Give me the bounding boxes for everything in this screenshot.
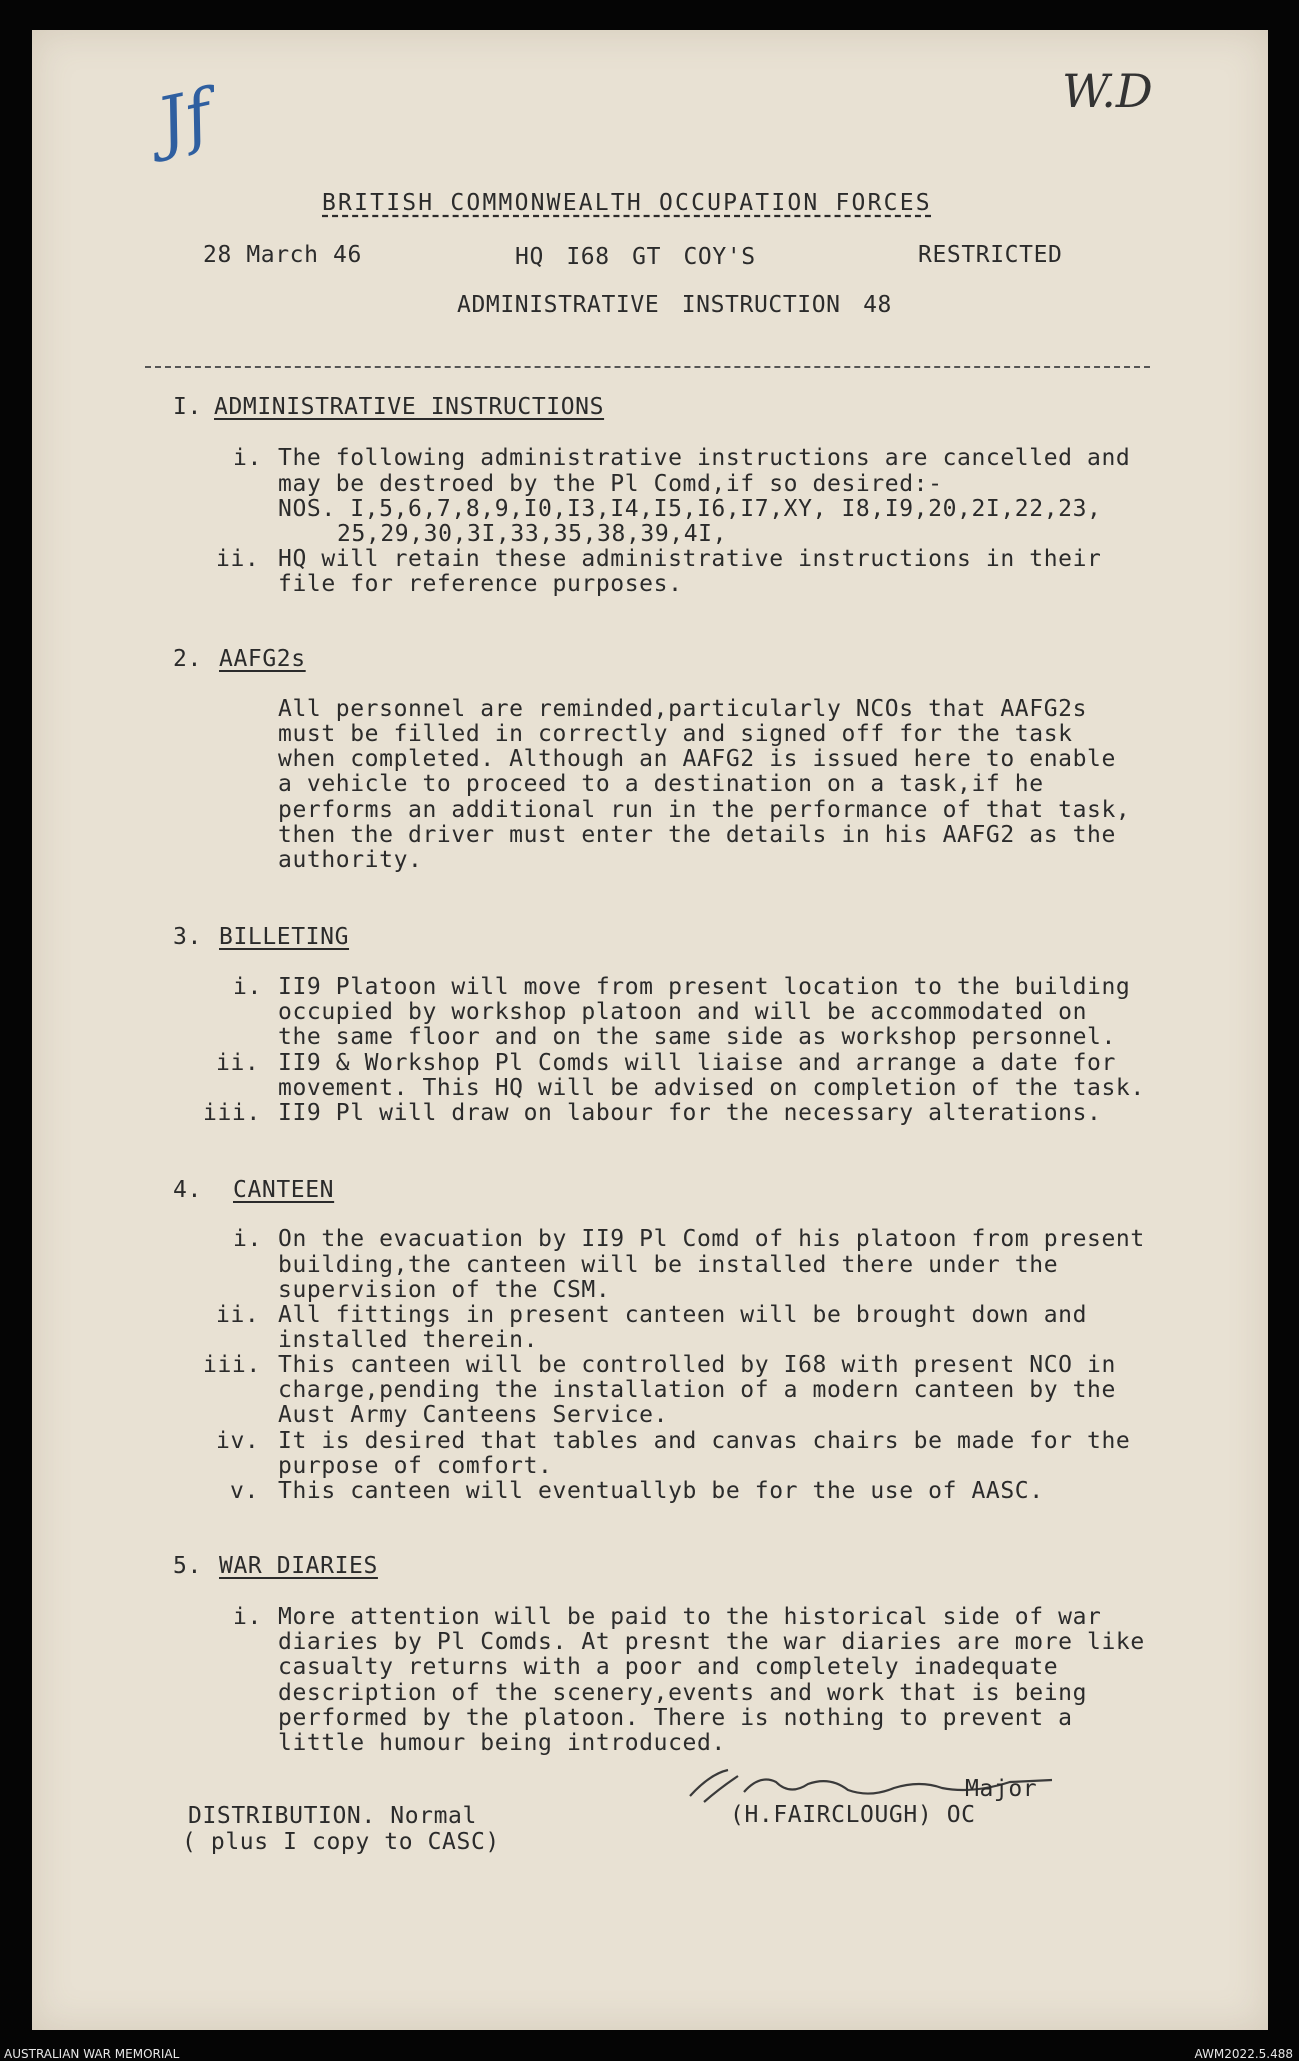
item-marker: i. [233, 445, 262, 471]
text-line: installed therein. [278, 1327, 539, 1353]
classification: RESTRICTED [918, 242, 1063, 268]
signature-name: (H.FAIRCLOUGH) OC [730, 1802, 976, 1828]
text-line: All personnel are reminded,particularly NCOs that AAFG2s [278, 696, 1088, 722]
text-line: casualty returns with a poor and completely inadequate [278, 1654, 1059, 1680]
text-line: then the driver must enter the details in his AAFG2 as the [278, 822, 1116, 848]
item-marker: ii. [216, 1050, 260, 1076]
section-number: I. [173, 394, 202, 420]
document-subtitle: ADMINISTRATIVE INSTRUCTION 48 [457, 292, 892, 318]
text-line: description of the scenery,events and work that is being [278, 1680, 1088, 1706]
section-heading: AAFG2s [219, 646, 306, 672]
text-line: II9 Platoon will move from present location to the building [278, 974, 1131, 1000]
text-line: little humour being introduced. [278, 1730, 726, 1756]
section-heading: BILLETING [219, 924, 350, 950]
item-marker: iii. [203, 1100, 261, 1126]
text-line: Aust Army Canteens Service. [278, 1402, 669, 1428]
text-line: occupied by workshop platoon and will be accommodated on [278, 999, 1088, 1025]
section-heading: CANTEEN [233, 1177, 335, 1203]
section-heading: ADMINISTRATIVE INSTRUCTIONS [214, 394, 605, 420]
text-line: purpose of comfort. [278, 1453, 553, 1479]
item-marker: iv. [216, 1428, 260, 1454]
section-heading: WAR DIARIES [219, 1553, 378, 1579]
item-marker: ii. [216, 1302, 260, 1328]
section-number: 2. [173, 646, 202, 672]
section-number: 5. [173, 1553, 202, 1579]
separator-line [145, 366, 1150, 368]
text-line: It is desired that tables and canvas chairs be made for the [278, 1428, 1131, 1454]
section-number: 4. [173, 1177, 202, 1203]
archive-reference: AWM2022.5.488 [1194, 2047, 1293, 2061]
handwritten-initials: Jf [150, 75, 219, 164]
text-line: a vehicle to proceed to a destination on a task,if he [278, 771, 1044, 797]
distribution-line: DISTRIBUTION. Normal [188, 1803, 477, 1829]
text-line: must be filled in correctly and signed off for the task [278, 721, 1073, 747]
text-line: performs an additional run in the performance of that task, [278, 797, 1131, 823]
document-date: 28 March 46 [203, 242, 362, 268]
text-line: charge,pending the installation of a modern canteen by the [278, 1377, 1116, 1403]
text-line: supervision of the CSM. [278, 1277, 611, 1303]
distribution-line: ( plus I copy to CASC) [182, 1829, 500, 1855]
text-line: More attention will be paid to the historical side of war [278, 1604, 1102, 1630]
text-line: HQ will retain these administrative instructions in their [278, 546, 1102, 572]
unit-name: HQ I68 GT COY'S [515, 244, 756, 270]
archive-credit: AUSTRALIAN WAR MEMORIAL [4, 2047, 180, 2061]
handwritten-wd: W.D [1062, 64, 1153, 118]
text-line: II9 Pl will draw on labour for the necessary alterations. [278, 1100, 1102, 1126]
document-title: BRITISH COMMONWEALTH OCCUPATION FORCES [322, 190, 932, 216]
text-line: This canteen will eventuallyb be for the use of AASC. [278, 1478, 1044, 1504]
text-line: The following administrative instructions are cancelled and [278, 445, 1131, 471]
item-marker: iii. [203, 1352, 261, 1378]
item-marker: ii. [216, 546, 260, 572]
text-line: movement. This HQ will be advised on completion of the task. [278, 1075, 1145, 1101]
text-line: NOS. I,5,6,7,8,9,I0,I3,I4,I5,I6,I7,XY, I8,I9,20,2I,22,23, [278, 496, 1102, 522]
text-line: On the evacuation by II9 Pl Comd of his platoon from present [278, 1226, 1145, 1252]
text-line: diaries by Pl Comds. At presnt the war diaries are more like [278, 1629, 1145, 1655]
text-line: II9 & Workshop Pl Comds will liaise and arrange a date for [278, 1050, 1116, 1076]
text-line: authority. [278, 847, 423, 873]
item-marker: i. [233, 974, 262, 1000]
item-marker: i. [233, 1226, 262, 1252]
text-line: All fittings in present canteen will be brought down and [278, 1302, 1088, 1328]
signature-rank: Major [965, 1776, 1038, 1802]
text-line: This canteen will be controlled by I68 with present NCO in [278, 1352, 1116, 1378]
item-marker: v. [230, 1478, 259, 1504]
text-line: when completed. Although an AAFG2 is issued here to enable [278, 746, 1116, 772]
text-line: may be destroed by the Pl Comd,if so desired:- [278, 471, 943, 497]
text-line: file for reference purposes. [278, 571, 683, 597]
text-line: the same floor and on the same side as workshop personnel. [278, 1024, 1116, 1050]
text-line: building,the canteen will be installed there under the [278, 1252, 1059, 1278]
text-line: performed by the platoon. There is nothing to prevent a [278, 1705, 1073, 1731]
text-line: 25,29,30,3I,33,35,38,39,4I, [337, 521, 728, 547]
item-marker: i. [233, 1604, 262, 1630]
section-number: 3. [173, 924, 202, 950]
